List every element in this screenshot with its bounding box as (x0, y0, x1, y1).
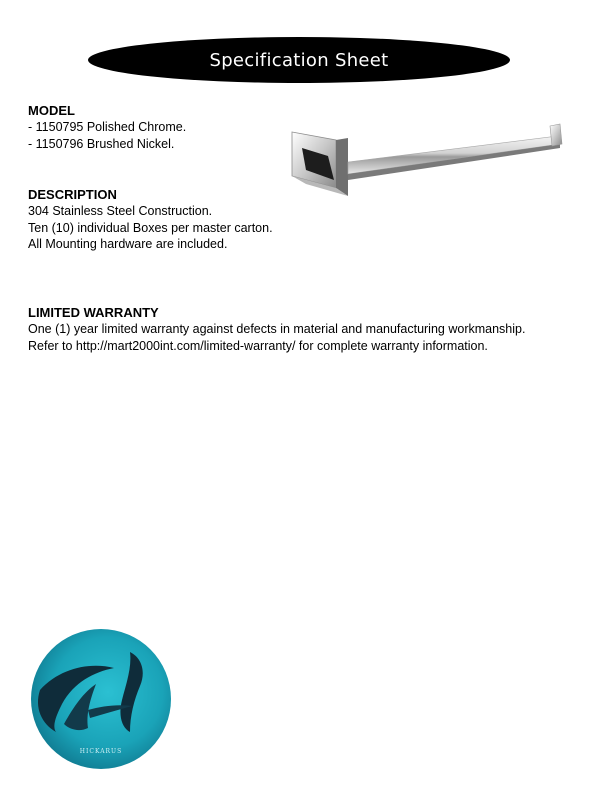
description-line: Ten (10) individual Boxes per master carton. (28, 220, 273, 235)
page-title: Specification Sheet (209, 49, 389, 71)
warranty-line: One (1) year limited warranty against defects in material and manufacturing workmanship. (28, 322, 526, 336)
model-section (28, 103, 186, 152)
description-heading: DESCRIPTION (28, 187, 117, 202)
hickarus-logo (30, 628, 172, 770)
title-banner (88, 37, 510, 83)
product-image-towel-ring (288, 118, 566, 200)
description-line: All Mounting hardware are included. (28, 237, 228, 251)
description-line: 304 Stainless Steel Construction. (28, 204, 213, 218)
svg-text:HICKARUS: HICKARUS (79, 748, 123, 755)
model-heading: MODEL (28, 103, 75, 118)
model-line: - 1150795 Polished Chrome. (28, 120, 187, 134)
warranty-heading: LIMITED WARRANTY (28, 305, 159, 320)
description-section (28, 187, 273, 253)
warranty-line: Refer to http://mart2000int.com/limited-warranty/ for complete warranty information. (28, 338, 488, 353)
model-line: - 1150796 Brushed Nickel. (28, 136, 175, 151)
warranty-section (28, 305, 525, 354)
